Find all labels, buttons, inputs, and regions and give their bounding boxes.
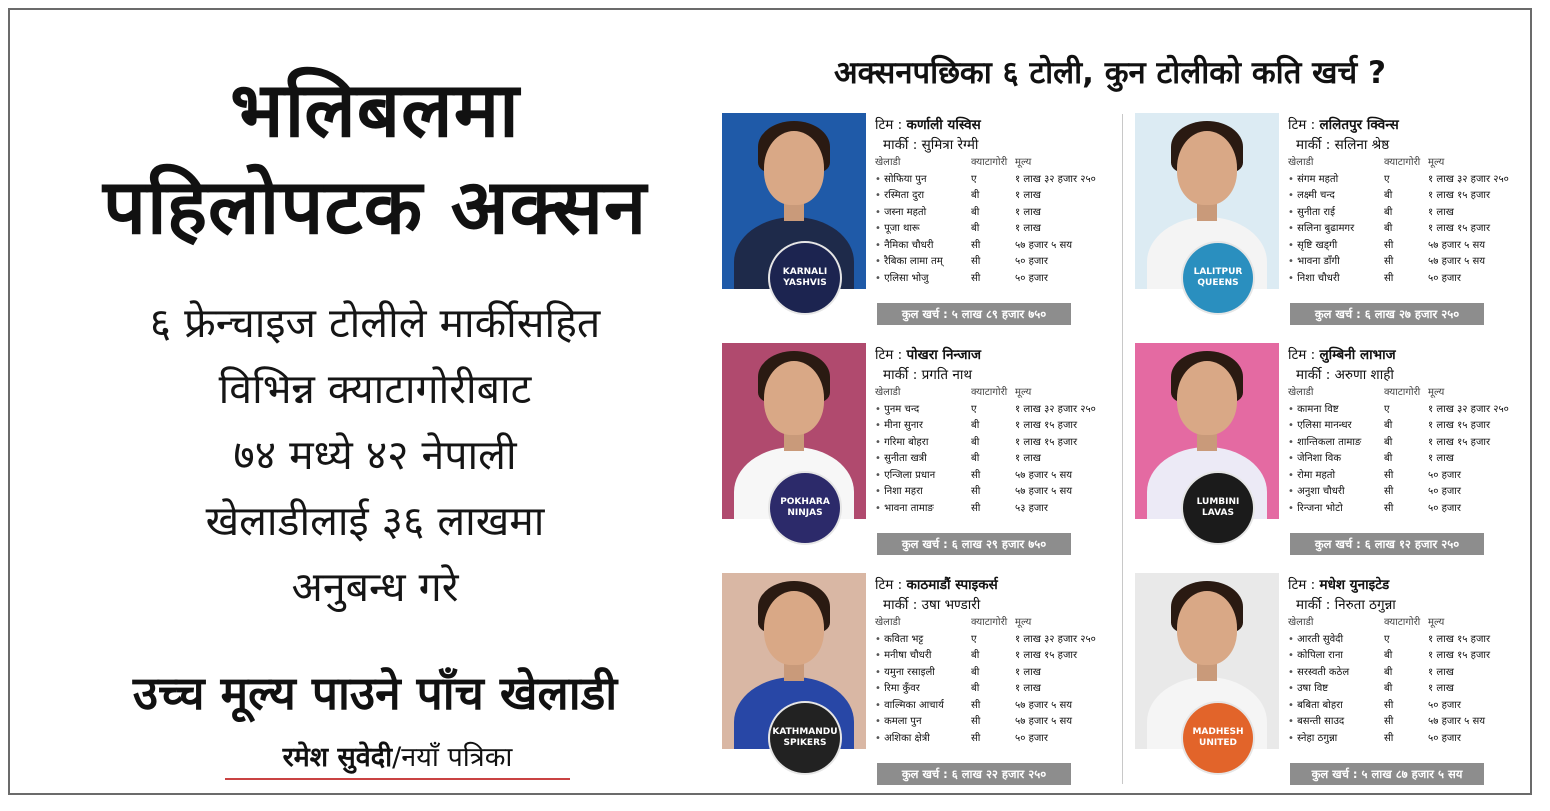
player-price: ५७ हजार ५ सय xyxy=(1428,716,1486,727)
player-name: • पुनम चन्द xyxy=(875,402,965,419)
player-name: • रस्मिता दुरा xyxy=(875,188,965,205)
player-category: सी xyxy=(1384,469,1394,481)
player-category: बी xyxy=(1384,420,1393,431)
total-value: ६ लाख १२ हजार २५० xyxy=(1364,537,1460,551)
deck xyxy=(10,290,740,620)
total-prefix: कुल खर्च : xyxy=(1314,307,1361,321)
marquee-name: निरुता ठगुन्ना xyxy=(1334,597,1396,613)
team-line xyxy=(875,575,1115,595)
article-frame xyxy=(8,8,1532,795)
player-price: १ लाख xyxy=(1015,206,1041,218)
player-category: बी xyxy=(1384,650,1393,661)
player-name: • सरस्वती कठेल xyxy=(1288,665,1378,682)
player-row xyxy=(1288,451,1528,468)
deck-line: खेलाडीलाई ३६ लाखमा xyxy=(205,497,545,545)
byline-separator: / xyxy=(392,742,402,773)
player-category: सी xyxy=(1384,732,1394,744)
player-row xyxy=(875,188,1115,205)
player-category: ए xyxy=(971,633,977,645)
player-price: १ लाख १५ हजार xyxy=(1015,650,1078,661)
total-spend xyxy=(877,763,1071,785)
byline xyxy=(225,738,570,780)
deck-line: विभिन्न क्याटागोरीबाट xyxy=(218,365,532,413)
player-price: १ लाख १५ हजार xyxy=(1428,223,1491,234)
player-row xyxy=(1288,632,1528,649)
player-row xyxy=(875,484,1115,501)
player-name: • वाल्मिका आचार्य xyxy=(875,698,965,715)
team-name: कर्णाली यस्विस xyxy=(906,117,981,133)
player-name: • रिन्जना भोटो xyxy=(1288,501,1378,518)
player-row xyxy=(875,501,1115,518)
player-price: ५७ हजार ५ सय xyxy=(1428,256,1486,267)
player-name: • लक्ष्मी चन्द xyxy=(1288,188,1378,205)
player-name: • संगम महतो xyxy=(1288,172,1378,189)
col-player: खेलाडी xyxy=(1288,387,1314,398)
player-row xyxy=(1288,435,1528,452)
player-name: • सुनीता राई xyxy=(1288,205,1378,222)
player-row xyxy=(875,238,1115,255)
player-row xyxy=(875,714,1115,731)
headline-line-2: पहिलोपटक अक्सन xyxy=(102,162,648,251)
total-prefix: कुल खर्च : xyxy=(901,767,948,781)
team-prefix: टिम : xyxy=(1288,347,1316,363)
team-line xyxy=(1288,575,1528,595)
player-name: • स्नेहा ठगुन्ना xyxy=(1288,731,1378,748)
player-name: • रोमा महतो xyxy=(1288,468,1378,485)
player-price: ५७ हजार ५ सय xyxy=(1015,239,1073,251)
marquee-line xyxy=(883,595,1115,615)
player-price: १ लाख ३२ हजार २५० xyxy=(1015,403,1096,415)
player-category: सी xyxy=(1384,256,1394,267)
player-price: १ लाख ३२ हजार २५० xyxy=(1015,173,1096,185)
player-price: ५० हजार xyxy=(1428,699,1461,711)
player-price: १ लाख १५ हजार xyxy=(1428,633,1491,645)
face xyxy=(1177,591,1237,665)
player-category: ए xyxy=(1384,173,1390,185)
col-player: खेलाडी xyxy=(875,387,901,398)
team-prefix: टिम : xyxy=(875,577,903,593)
player-category: सी xyxy=(1384,239,1394,251)
player-row xyxy=(1288,468,1528,485)
player-price: १ लाख १५ हजार xyxy=(1428,420,1491,431)
marquee-name: उषा भण्डारी xyxy=(921,597,981,613)
col-category: क्याटागोरी xyxy=(971,157,1008,168)
team-logo-icon xyxy=(1183,243,1253,313)
col-category: क्याटागोरी xyxy=(971,387,1008,398)
player-name: • निशा चौधरी xyxy=(1288,271,1378,288)
player-row xyxy=(1288,188,1528,205)
total-prefix: कुल खर्च : xyxy=(1311,767,1358,781)
col-price: मूल्य xyxy=(1428,617,1445,628)
player-category: बी xyxy=(971,206,980,218)
face xyxy=(1177,361,1237,435)
deck-line: अनुबन्ध गरे xyxy=(291,563,459,611)
team-card xyxy=(722,573,1117,795)
byline-outlet: नयाँ पत्रिका xyxy=(401,742,513,773)
player-name: • सुनीता खत्री xyxy=(875,451,965,468)
player-category: बी xyxy=(1384,683,1393,694)
table-header xyxy=(875,385,1115,402)
table-header xyxy=(1288,155,1528,172)
column-divider xyxy=(1122,114,1123,784)
team-line xyxy=(875,345,1115,365)
col-price: मूल्य xyxy=(1428,387,1445,398)
player-category: सी xyxy=(971,486,981,497)
team-name: पोखरा निन्जाज xyxy=(906,347,981,363)
face xyxy=(764,591,824,665)
player-row xyxy=(1288,665,1528,682)
player-price: १ लाख १५ हजार xyxy=(1428,190,1491,201)
player-price: ५० हजार xyxy=(1428,502,1461,514)
player-category: बी xyxy=(1384,666,1393,678)
player-name: • जस्ना महतो xyxy=(875,205,965,222)
player-row xyxy=(875,665,1115,682)
player-name: • सलिना बुढामगर xyxy=(1288,221,1378,238)
player-category: सी xyxy=(1384,272,1394,284)
team-prefix: टिम : xyxy=(875,117,903,133)
player-price: १ लाख xyxy=(1015,666,1041,678)
player-name: • उषा विष्ट xyxy=(1288,681,1378,698)
player-row xyxy=(1288,731,1528,748)
marquee-line xyxy=(883,135,1115,155)
team-name: काठमाडौं स्पाइकर्स xyxy=(906,577,998,593)
player-row xyxy=(1288,271,1528,288)
player-name: • नैमिका चौधरी xyxy=(875,238,965,255)
team-logo-text: LUMBINI LAVAS xyxy=(1196,497,1240,518)
marquee-name: सुमित्रा रेग्मी xyxy=(921,137,979,153)
total-prefix: कुल खर्च : xyxy=(901,537,948,551)
player-row xyxy=(875,271,1115,288)
player-name: • निशा महरा xyxy=(875,484,965,501)
total-spend xyxy=(877,533,1071,555)
player-category: बी xyxy=(971,453,980,464)
player-category: बी xyxy=(971,650,980,661)
player-price: ५० हजार xyxy=(1015,272,1048,284)
player-name: • कमला पुन xyxy=(875,714,965,731)
col-player: खेलाडी xyxy=(875,157,901,168)
player-name: • जेनिशा विक xyxy=(1288,451,1378,468)
player-category: बी xyxy=(971,223,980,234)
player-name: • शान्तिकला तामाङ xyxy=(1288,435,1378,452)
player-name: • भावना डाँगी xyxy=(1288,254,1378,271)
total-prefix: कुल खर्च : xyxy=(901,307,948,321)
player-name: • अनुशा चौधरी xyxy=(1288,484,1378,501)
player-category: बी xyxy=(971,666,980,678)
player-category: सी xyxy=(971,256,981,267)
team-logo-icon xyxy=(1183,473,1253,543)
team-line xyxy=(1288,345,1528,365)
team-card xyxy=(1135,573,1530,795)
player-category: बी xyxy=(1384,223,1393,234)
marquee-prefix: मार्की : xyxy=(1296,597,1331,613)
marquee-name: सलिना श्रेष्ठ xyxy=(1334,137,1390,153)
player-row xyxy=(875,731,1115,748)
player-price: १ लाख १५ हजार xyxy=(1428,650,1491,661)
player-category: सी xyxy=(971,699,981,711)
player-category: सी xyxy=(971,502,981,514)
player-price: ५० हजार xyxy=(1015,256,1048,267)
player-category: सी xyxy=(1384,486,1394,497)
total-value: ५ लाख ८९ हजार ७५० xyxy=(951,307,1047,321)
team-card xyxy=(722,113,1117,335)
player-row xyxy=(1288,648,1528,665)
table-header xyxy=(1288,385,1528,402)
total-value: ५ लाख ८७ हजार ५ सय xyxy=(1361,767,1463,781)
subhead: उच्च मूल्य पाउने पाँच खेलाडी xyxy=(132,666,618,720)
team-logo-text: LALITPUR QUEENS xyxy=(1193,267,1243,288)
col-player: खेलाडी xyxy=(1288,617,1314,628)
player-category: बी xyxy=(971,683,980,694)
player-name: • कविता भट्ट xyxy=(875,632,965,649)
table-header xyxy=(875,615,1115,632)
player-name: • बबिता बोहरा xyxy=(1288,698,1378,715)
player-category: बी xyxy=(971,436,980,448)
player-price: १ लाख १५ हजार xyxy=(1428,436,1491,448)
player-price: ५७ हजार ५ सय xyxy=(1015,716,1073,727)
player-price: १ लाख ३२ हजार २५० xyxy=(1428,403,1509,415)
team-info xyxy=(875,115,1115,287)
player-price: ५० हजार xyxy=(1428,486,1461,497)
byline-author: रमेश सुवेदी xyxy=(282,742,393,773)
player-price: १ लाख xyxy=(1428,206,1454,218)
player-row xyxy=(1288,221,1528,238)
player-row xyxy=(1288,205,1528,222)
player-row xyxy=(1288,254,1528,271)
player-category: ए xyxy=(1384,633,1390,645)
player-price: १ लाख xyxy=(1015,223,1041,234)
marquee-name: अरुणा शाही xyxy=(1334,367,1394,383)
total-spend xyxy=(1290,763,1484,785)
player-row xyxy=(875,205,1115,222)
player-name: • एलिसा भोजु xyxy=(875,271,965,288)
player-name: • गरिमा बोहरा xyxy=(875,435,965,452)
player-row xyxy=(1288,238,1528,255)
col-player: खेलाडी xyxy=(875,617,901,628)
player-row xyxy=(875,435,1115,452)
team-line xyxy=(875,115,1115,135)
player-category: बी xyxy=(971,420,980,431)
team-info xyxy=(875,345,1115,517)
total-spend xyxy=(1290,303,1484,325)
deck-line: ७४ मध्ये ४२ नेपाली xyxy=(233,431,517,479)
player-name: • मनीषा चौधरी xyxy=(875,648,965,665)
total-value: ६ लाख २७ हजार २५० xyxy=(1364,307,1460,321)
marquee-prefix: मार्की : xyxy=(1296,367,1331,383)
col-category: क्याटागोरी xyxy=(1384,387,1421,398)
player-category: बी xyxy=(1384,453,1393,464)
team-info xyxy=(1288,575,1528,747)
player-category: बी xyxy=(971,190,980,201)
marquee-line xyxy=(883,365,1115,385)
player-row xyxy=(1288,484,1528,501)
team-logo-icon xyxy=(770,243,840,313)
player-category: ए xyxy=(1384,403,1390,415)
team-card xyxy=(722,343,1117,565)
player-price: ५७ हजार ५ सय xyxy=(1015,699,1073,711)
marquee-prefix: मार्की : xyxy=(883,367,918,383)
col-player: खेलाडी xyxy=(1288,157,1314,168)
team-logo-icon xyxy=(770,703,840,773)
col-category: क्याटागोरी xyxy=(971,617,1008,628)
player-row xyxy=(875,451,1115,468)
player-name: • पूजा थारू xyxy=(875,221,965,238)
total-value: ६ लाख २२ हजार २५० xyxy=(951,767,1047,781)
team-logo-text: KATHMANDU SPIKERS xyxy=(772,727,838,748)
player-price: ५७ हजार ५ सय xyxy=(1428,239,1486,251)
player-row xyxy=(875,648,1115,665)
marquee-prefix: मार्की : xyxy=(883,597,918,613)
player-row xyxy=(1288,681,1528,698)
player-price: ५० हजार xyxy=(1015,732,1048,744)
player-price: १ लाख xyxy=(1428,683,1454,694)
team-prefix: टिम : xyxy=(1288,577,1316,593)
face xyxy=(764,131,824,205)
team-logo-icon xyxy=(770,473,840,543)
player-row xyxy=(875,418,1115,435)
player-category: बी xyxy=(1384,206,1393,218)
team-line xyxy=(1288,115,1528,135)
player-price: ५७ हजार ५ सय xyxy=(1015,486,1073,497)
player-row xyxy=(1288,501,1528,518)
table-header xyxy=(875,155,1115,172)
player-category: सी xyxy=(971,732,981,744)
col-category: क्याटागोरी xyxy=(1384,617,1421,628)
team-name: मधेश युनाइटेड xyxy=(1319,577,1390,593)
team-info xyxy=(875,575,1115,747)
player-price: १ लाख ३२ हजार २५० xyxy=(1015,633,1096,645)
player-name: • रैबिका लामा तम् xyxy=(875,254,965,271)
col-price: मूल्य xyxy=(1015,617,1032,628)
player-category: सी xyxy=(1384,699,1394,711)
team-logo-text: MADHESH UNITED xyxy=(1192,727,1244,748)
deck-line: ६ फ्रेन्चाइज टोलीले मार्कीसहित xyxy=(149,299,601,347)
team-logo-icon xyxy=(1183,703,1253,773)
player-name: • मीना सुनार xyxy=(875,418,965,435)
player-category: सी xyxy=(1384,716,1394,727)
player-category: सी xyxy=(971,239,981,251)
player-category: सी xyxy=(1384,502,1394,514)
player-price: ५० हजार xyxy=(1428,469,1461,481)
col-category: क्याटागोरी xyxy=(1384,157,1421,168)
marquee-line xyxy=(1296,595,1528,615)
player-price: १ लाख xyxy=(1428,666,1454,678)
player-price: १ लाख १५ हजार xyxy=(1015,436,1078,448)
player-price: १ लाख xyxy=(1428,453,1454,464)
player-name: • रिमा कुँवर xyxy=(875,681,965,698)
player-row xyxy=(1288,172,1528,189)
marquee-line xyxy=(1296,135,1528,155)
player-name: • आरती सुवेदी xyxy=(1288,632,1378,649)
team-info xyxy=(1288,345,1528,517)
marquee-prefix: मार्की : xyxy=(883,137,918,153)
player-row xyxy=(875,172,1115,189)
team-logo-text: KARNALI YASHVIS xyxy=(782,267,828,288)
marquee-prefix: मार्की : xyxy=(1296,137,1331,153)
player-name: • यमुना रसाइली xyxy=(875,665,965,682)
player-row xyxy=(875,254,1115,271)
player-price: ५० हजार xyxy=(1428,272,1461,284)
player-price: ५३ हजार xyxy=(1015,502,1048,514)
player-category: ए xyxy=(971,403,977,415)
total-spend xyxy=(1290,533,1484,555)
face xyxy=(1177,131,1237,205)
player-name: • कोपिला राना xyxy=(1288,648,1378,665)
marquee-line xyxy=(1296,365,1528,385)
total-prefix: कुल खर्च : xyxy=(1314,537,1361,551)
team-name: ललितपुर क्विन्स xyxy=(1319,117,1399,133)
player-price: १ लाख xyxy=(1015,683,1041,694)
col-price: मूल्य xyxy=(1015,387,1032,398)
team-prefix: टिम : xyxy=(1288,117,1316,133)
player-category: बी xyxy=(1384,190,1393,201)
player-name: • भावना तामाङ xyxy=(875,501,965,518)
table-header xyxy=(1288,615,1528,632)
total-value: ६ लाख २९ हजार ७५० xyxy=(951,537,1047,551)
team-prefix: टिम : xyxy=(875,347,903,363)
total-spend xyxy=(877,303,1071,325)
player-row xyxy=(875,632,1115,649)
player-price: १ लाख xyxy=(1015,190,1041,201)
player-price: ५० हजार xyxy=(1428,732,1461,744)
player-row xyxy=(1288,402,1528,419)
player-name: • एलिसा मानन्धर xyxy=(1288,418,1378,435)
player-category: सी xyxy=(971,716,981,727)
player-category: बी xyxy=(1384,436,1393,448)
marquee-name: प्रगति नाथ xyxy=(921,367,972,383)
headline-line-1: भलिबलमा xyxy=(230,65,520,154)
team-logo-text: POKHARA NINJAS xyxy=(780,497,830,518)
player-row xyxy=(1288,714,1528,731)
player-name: • सृष्टि खड्गी xyxy=(1288,238,1378,255)
col-price: मूल्य xyxy=(1015,157,1032,168)
player-category: सी xyxy=(971,272,981,284)
player-category: ए xyxy=(971,173,977,185)
team-card xyxy=(1135,113,1530,335)
face xyxy=(764,361,824,435)
player-row xyxy=(875,698,1115,715)
player-row xyxy=(875,221,1115,238)
player-name: • अशिका क्षेत्री xyxy=(875,731,965,748)
right-title: अक्सनपछिका ६ टोली, कुन टोलीको कति खर्च ? xyxy=(834,55,1386,91)
player-name: • कामना विष्ट xyxy=(1288,402,1378,419)
player-name: • सोफिया पुन xyxy=(875,172,965,189)
player-price: ५७ हजार ५ सय xyxy=(1015,469,1073,481)
col-price: मूल्य xyxy=(1428,157,1445,168)
team-card xyxy=(1135,343,1530,565)
player-row xyxy=(1288,418,1528,435)
player-row xyxy=(1288,698,1528,715)
player-row xyxy=(875,402,1115,419)
player-row xyxy=(875,681,1115,698)
team-info xyxy=(1288,115,1528,287)
player-price: १ लाख ३२ हजार २५० xyxy=(1428,173,1509,185)
player-price: १ लाख xyxy=(1015,453,1041,464)
team-name: लुम्बिनी लाभाज xyxy=(1319,347,1396,363)
left-column xyxy=(10,10,740,793)
player-name: • बसन्ती साउद xyxy=(1288,714,1378,731)
player-row xyxy=(875,468,1115,485)
player-category: सी xyxy=(971,469,981,481)
player-price: १ लाख १५ हजार xyxy=(1015,420,1078,431)
player-name: • एन्जिला प्रधान xyxy=(875,468,965,485)
